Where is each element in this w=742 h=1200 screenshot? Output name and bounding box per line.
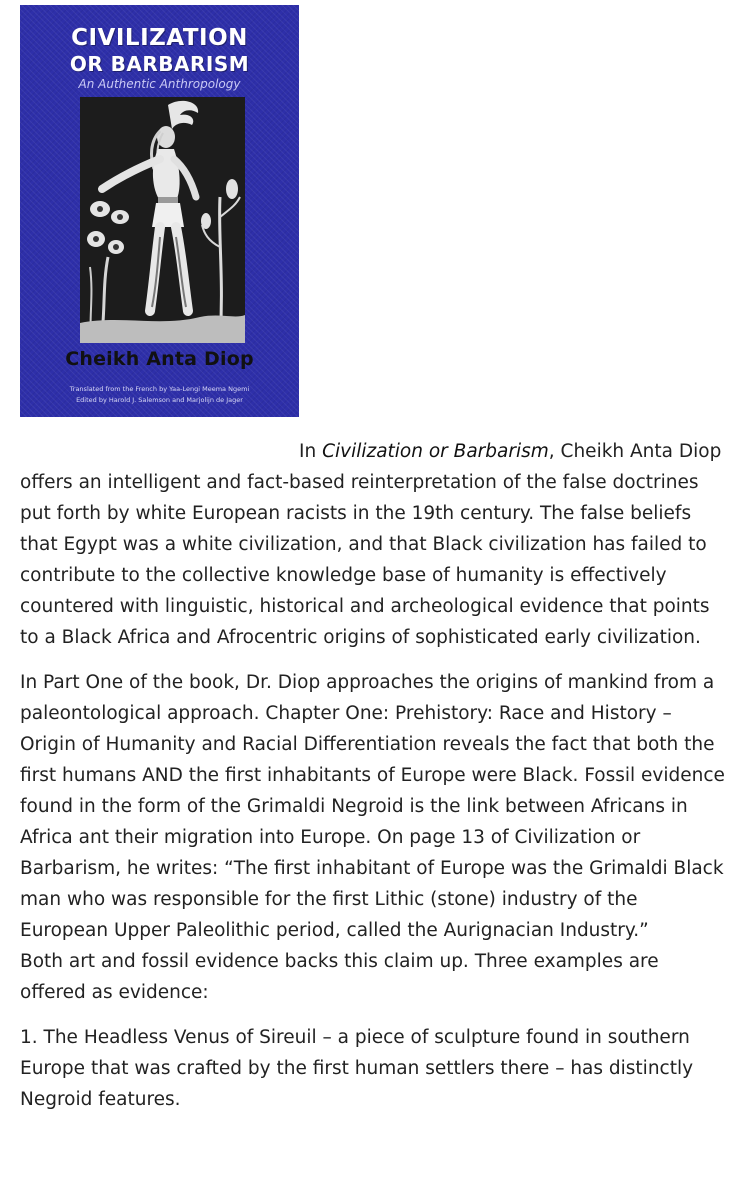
cover-title-line1: CIVILIZATION (71, 25, 248, 51)
intro-lead: In (299, 441, 323, 462)
book-cover-image (20, 5, 299, 417)
evidence-intro-paragraph: Both art and fossil evidence backs this claim up. Three examples are offered as evidence: (20, 951, 659, 1003)
cover-title-line2: OR BARBARISM (69, 52, 250, 76)
part-one-paragraph: In Part One of the book, Dr. Diop approaches the origins of mankind from a paleontological approach. Chapter One: Prehistory: Race and History – Origin of Humanity and Racial Differentiation reveals the fact that both the first humans AND the first inhabitants of Europe were Black. Fossil evidence found in the form of the Grimaldi Negroid is the link between Africans in Africa ant their migration into Europe. On page 13 of Civilization or Barbarism, he writes: “The first inhabitant of Europe was the Grimaldi Black man who was responsible for the first Lithic (stone) industry of the European Upper Paleolithic period, called the Aurignacian Industry.” (20, 672, 725, 941)
cover-translator-credit: Translated from the French by Yaa-Lengi Meema Ngemi (69, 385, 250, 393)
evidence-item-1: 1. The Headless Venus of Sireuil – a piece of sculpture found in southern Europe that was crafted by the first human settlers there – has distinctly Negroid features. (20, 1027, 694, 1110)
fresco-figure-drawing (80, 97, 245, 343)
article-body (20, 436, 726, 1129)
cover-fresco-illustration (80, 97, 245, 343)
cover-author-name: Cheikh Anta Diop (65, 348, 254, 370)
book-title-reference: Civilization or Barbarism (322, 441, 549, 462)
cover-editor-credit: Edited by Harold J. Salemson and Marjolijn de Jager (76, 396, 243, 404)
cover-subtitle: An Authentic Anthropology (78, 77, 241, 91)
intro-body: , Cheikh Anta Diop offers an intelligent and fact-based reinterpretation of the false doctrines put forth by white European racists in the 19th century. The false beliefs that Egypt was a white civilization, and that Black civilization has failed to contribute to the collective knowledge base of humanity is effectively countered with linguistic, historical and archeological evidence that points to a Black Africa and Afrocentric origins of sophisticated early civilization. (20, 441, 722, 648)
intro-paragraph (20, 436, 726, 653)
